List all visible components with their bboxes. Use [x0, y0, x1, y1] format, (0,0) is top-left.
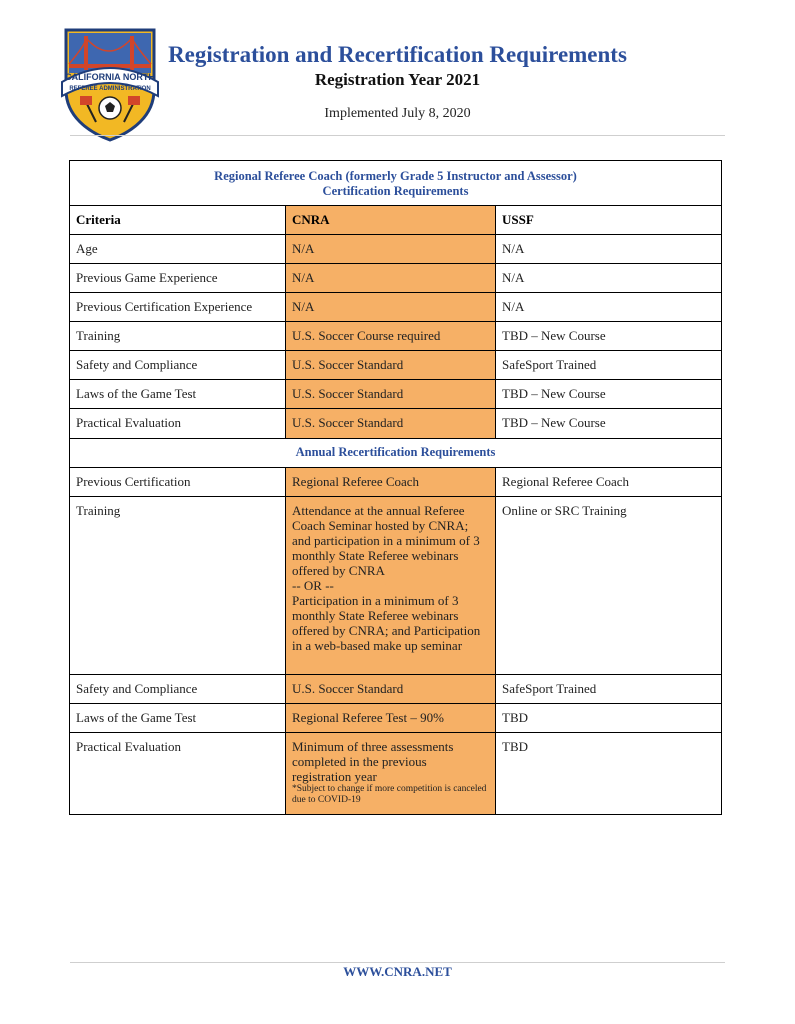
table-row — [70, 380, 722, 409]
cnra-training-option-2: Participation in a minimum of 3 monthly State Referee webinars offered by CNRA; and Participation in a web-based make up seminar — [292, 593, 481, 653]
page-subtitle: Registration Year 2021 — [314, 70, 481, 89]
ussf-cell: N/A — [496, 293, 722, 322]
criteria-cell: Laws of the Game Test — [70, 704, 286, 733]
ussf-cell: SafeSport Trained — [496, 675, 722, 704]
requirements-table — [69, 160, 722, 815]
ussf-cell: N/A — [496, 235, 722, 264]
ussf-cell: SafeSport Trained — [496, 351, 722, 380]
logo-line2: REFEREE ADMINISTRATION — [69, 86, 151, 92]
criteria-cell: Previous Certification Experience — [70, 293, 286, 322]
cnra-cell: U.S. Soccer Course required — [286, 322, 496, 351]
section-title-line1: Regional Referee Coach (formerly Grade 5 Instructor and Assessor) — [214, 169, 577, 183]
ussf-cell: TBD – New Course — [496, 409, 722, 439]
criteria-cell: Training — [70, 322, 286, 351]
column-header-ussf: USSF — [496, 206, 722, 235]
section-header-row — [70, 161, 722, 206]
section-header-certification — [70, 161, 722, 206]
column-header-row — [70, 206, 722, 235]
ussf-cell: N/A — [496, 264, 722, 293]
criteria-cell: Safety and Compliance — [70, 675, 286, 704]
section-header-row — [70, 439, 722, 468]
column-header-criteria: Criteria — [70, 206, 286, 235]
footer-divider — [70, 962, 725, 963]
criteria-cell: Safety and Compliance — [70, 351, 286, 380]
table-row — [70, 704, 722, 733]
ussf-cell: TBD — [496, 733, 722, 815]
table-row — [70, 733, 722, 815]
cnra-cell — [286, 497, 496, 675]
implemented-date: Implemented July 8, 2020 — [324, 106, 471, 121]
table-row — [70, 497, 722, 675]
ussf-cell: Regional Referee Coach — [496, 468, 722, 497]
criteria-cell: Practical Evaluation — [70, 409, 286, 439]
table-row — [70, 322, 722, 351]
cnra-cell: Regional Referee Coach — [286, 468, 496, 497]
cnra-cell — [286, 733, 496, 815]
table-row — [70, 351, 722, 380]
cnra-cell: N/A — [286, 264, 496, 293]
column-header-cnra: CNRA — [286, 206, 496, 235]
cnra-cell: Regional Referee Test – 90% — [286, 704, 496, 733]
cnra-cell: N/A — [286, 293, 496, 322]
criteria-cell: Laws of the Game Test — [70, 380, 286, 409]
table-row — [70, 293, 722, 322]
cnra-training-or: -- OR -- — [292, 578, 334, 593]
table-row — [70, 264, 722, 293]
header-divider — [70, 135, 725, 136]
section-title-line2: Certification Requirements — [322, 184, 469, 198]
cnra-training-option-1: Attendance at the annual Referee Coach Seminar hosted by CNRA; and participation in a minimum of 3 monthly State Referee webinars offered by CNRA — [292, 503, 480, 578]
table-row — [70, 675, 722, 704]
cnra-cell: U.S. Soccer Standard — [286, 675, 496, 704]
table-row — [70, 409, 722, 439]
ussf-cell: TBD — [496, 704, 722, 733]
section-header-recertification: Annual Recertification Requirements — [70, 439, 722, 468]
criteria-cell: Age — [70, 235, 286, 264]
cnra-cell: U.S. Soccer Standard — [286, 380, 496, 409]
ussf-cell: TBD – New Course — [496, 380, 722, 409]
cnra-evaluation-text: Minimum of three assessments completed in the previous registration year — [292, 739, 454, 784]
page-title: Registration and Recertification Requirements — [168, 42, 627, 67]
criteria-cell: Previous Certification — [70, 468, 286, 497]
table-row — [70, 235, 722, 264]
cnra-cell: N/A — [286, 235, 496, 264]
criteria-cell: Previous Game Experience — [70, 264, 286, 293]
criteria-cell: Training — [70, 497, 286, 675]
covid-note: *Subject to change if more competition is canceled due to COVID-19 — [292, 784, 487, 805]
table-row — [70, 468, 722, 497]
cnra-cell: U.S. Soccer Standard — [286, 351, 496, 380]
ussf-cell: TBD – New Course — [496, 322, 722, 351]
logo-line1: CALIFORNIA NORTH — [65, 72, 155, 82]
cnra-cell: U.S. Soccer Standard — [286, 409, 496, 439]
criteria-cell: Practical Evaluation — [70, 733, 286, 815]
ussf-cell: Online or SRC Training — [496, 497, 722, 675]
footer-url: WWW.CNRA.NET — [343, 964, 452, 979]
